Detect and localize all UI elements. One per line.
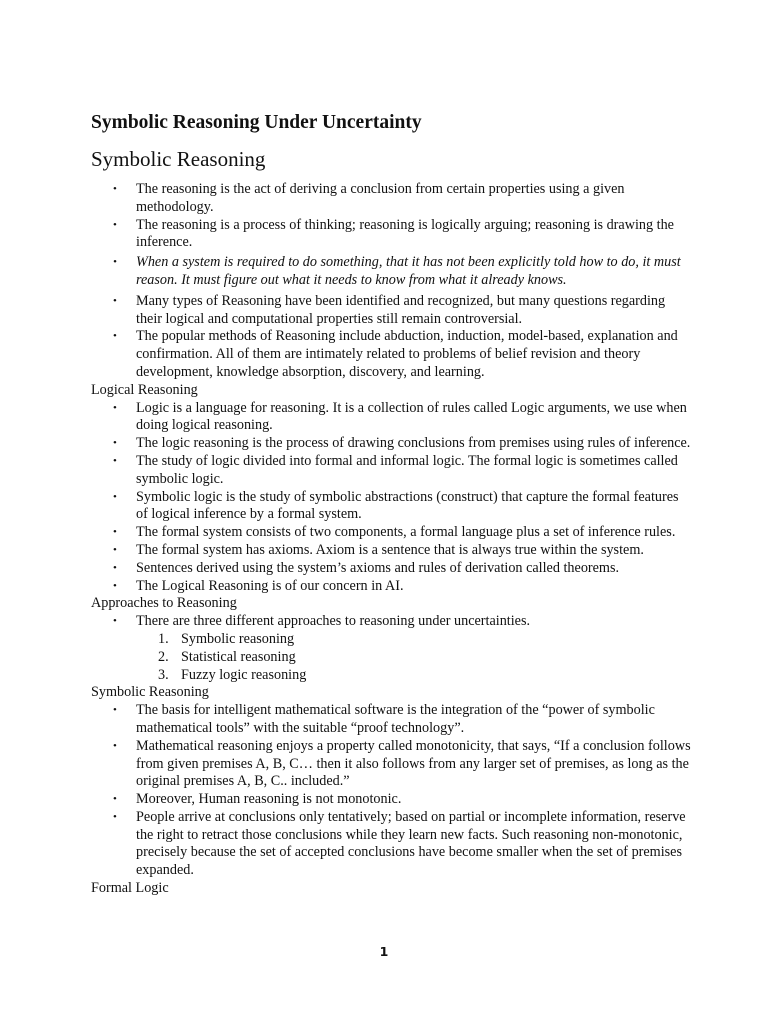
bullet-icon: • — [113, 294, 117, 307]
list-item-text: The Logical Reasoning is of our concern in AI. — [136, 577, 404, 594]
item-number: 3. — [158, 666, 169, 683]
approaches-bullet-list — [91, 613, 691, 631]
section-heading-symbolic-reasoning: Symbolic Reasoning — [91, 147, 266, 171]
bullet-icon: • — [113, 810, 117, 823]
list-item-text: There are three different approaches to reasoning under uncertainties. — [136, 613, 531, 630]
list-item — [91, 400, 691, 436]
bullet-icon: • — [113, 543, 117, 556]
document-title: Symbolic Reasoning Under Uncertainty — [91, 112, 422, 133]
bullet-icon: • — [113, 526, 117, 539]
list-item — [91, 578, 691, 596]
section-heading-logical-reasoning: Logical Reasoning — [91, 381, 198, 398]
list-item — [91, 293, 691, 329]
item-number: 2. — [158, 648, 169, 665]
list-item — [91, 738, 691, 791]
bullet-icon: • — [113, 561, 117, 574]
list-item — [91, 809, 691, 880]
list-item-text: The basis for intelligent mathematical software is the integration of the “power of symbolic mathematical tools” with the suitable “proof technology”. — [136, 702, 655, 736]
list-item-text: Symbolic logic is the study of symbolic abstractions (construct) that capture the formal features of logical inference by a formal system. — [136, 488, 679, 523]
list-item — [91, 254, 691, 290]
list-item — [91, 791, 691, 809]
section-heading-formal-logic: Formal Logic — [91, 880, 169, 897]
numbered-item-text: Statistical reasoning — [181, 648, 296, 665]
list-item — [91, 217, 691, 253]
bullet-icon: • — [113, 183, 117, 195]
bullet-icon: • — [113, 579, 117, 592]
numbered-item — [91, 649, 691, 667]
list-item-text: People arrive at conclusions only tentatively; based on partial or incomplete information, reserve the right to retract those conclusions while they learn new facts. Such reasoning non-monotonic, precisely because the set of accepted conclusions have become smaller when the set of premises expanded. — [136, 808, 686, 879]
bullet-icon: • — [113, 739, 117, 752]
list-item-text: Moreover, Human reasoning is not monotonic. — [136, 791, 402, 808]
list-item-text: When a system is required to do something, that it has not been explicitly told how to do, it must reason. It must figure out what it needs to know from what it already knows. — [136, 254, 681, 288]
intro-bullet-list — [91, 181, 691, 382]
list-item-text: Sentences derived using the system’s axioms and rules of derivation called theorems. — [136, 559, 620, 576]
list-item — [91, 560, 691, 578]
list-item-text: Mathematical reasoning enjoys a property called monotonicity, that says, “If a conclusion follows from given premises A, B, C… then it also follows from any larger set of premises, as long as the original premises A, B, C.. included.” — [136, 737, 691, 790]
list-item — [91, 702, 691, 738]
list-item-text: The reasoning is a process of thinking; reasoning is logically arguing; reasoning is drawing the inference. — [136, 216, 674, 251]
list-item — [91, 542, 691, 560]
list-item-text: The logic reasoning is the process of drawing conclusions from premises using rules of inference. — [136, 435, 691, 452]
section-heading-symbolic-reasoning-2: Symbolic Reasoning — [91, 684, 209, 701]
symbolic-reasoning-bullet-list — [91, 702, 691, 880]
bullet-icon: • — [113, 490, 117, 503]
list-item-text: Many types of Reasoning have been identified and recognized, but many questions regarding their logical and computational properties still remain controversial. — [136, 292, 666, 327]
list-item-text: The popular methods of Reasoning include abduction, induction, model-based, explanation and confirmation. All of them are intimately related to problems of belief revision and theory development, knowledge absorption, discovery, and learning. — [136, 328, 678, 380]
section-heading-approaches: Approaches to Reasoning — [91, 595, 237, 612]
numbered-item-text: Fuzzy logic reasoning — [181, 666, 307, 683]
numbered-item — [91, 667, 691, 685]
list-item — [91, 181, 691, 217]
numbered-item — [91, 631, 691, 649]
list-item-text: The reasoning is the act of deriving a conclusion from certain properties using a given methodology. — [136, 181, 625, 215]
list-item — [91, 328, 691, 381]
list-item — [91, 613, 691, 631]
bullet-icon: • — [113, 704, 117, 717]
bullet-icon: • — [113, 256, 117, 269]
bullet-icon: • — [113, 401, 117, 414]
document-body — [91, 181, 691, 898]
bullet-icon: • — [113, 615, 117, 628]
bullet-icon: • — [113, 454, 117, 467]
list-item — [91, 524, 691, 542]
list-item-text: The formal system consists of two components, a formal language plus a set of inference rules. — [136, 524, 676, 541]
bullet-icon: • — [113, 330, 117, 343]
page-number: 1 — [379, 944, 389, 959]
logical-reasoning-bullet-list — [91, 400, 691, 596]
list-item — [91, 453, 691, 489]
list-item — [91, 435, 691, 453]
list-item-text: Logic is a language for reasoning. It is a collection of rules called Logic arguments, we use when doing logical reasoning. — [136, 399, 687, 434]
list-item — [91, 489, 691, 525]
bullet-icon: • — [113, 793, 117, 806]
numbered-item-text: Symbolic reasoning — [181, 630, 295, 647]
item-number: 1. — [158, 630, 169, 647]
list-item-text: The study of logic divided into formal and informal logic. The formal logic is sometimes called symbolic logic. — [136, 452, 678, 487]
bullet-icon: • — [113, 437, 117, 450]
bullet-icon: • — [113, 218, 117, 231]
approaches-numbered-list — [91, 631, 691, 684]
list-item-text: The formal system has axioms. Axiom is a sentence that is always true within the system. — [136, 541, 644, 558]
